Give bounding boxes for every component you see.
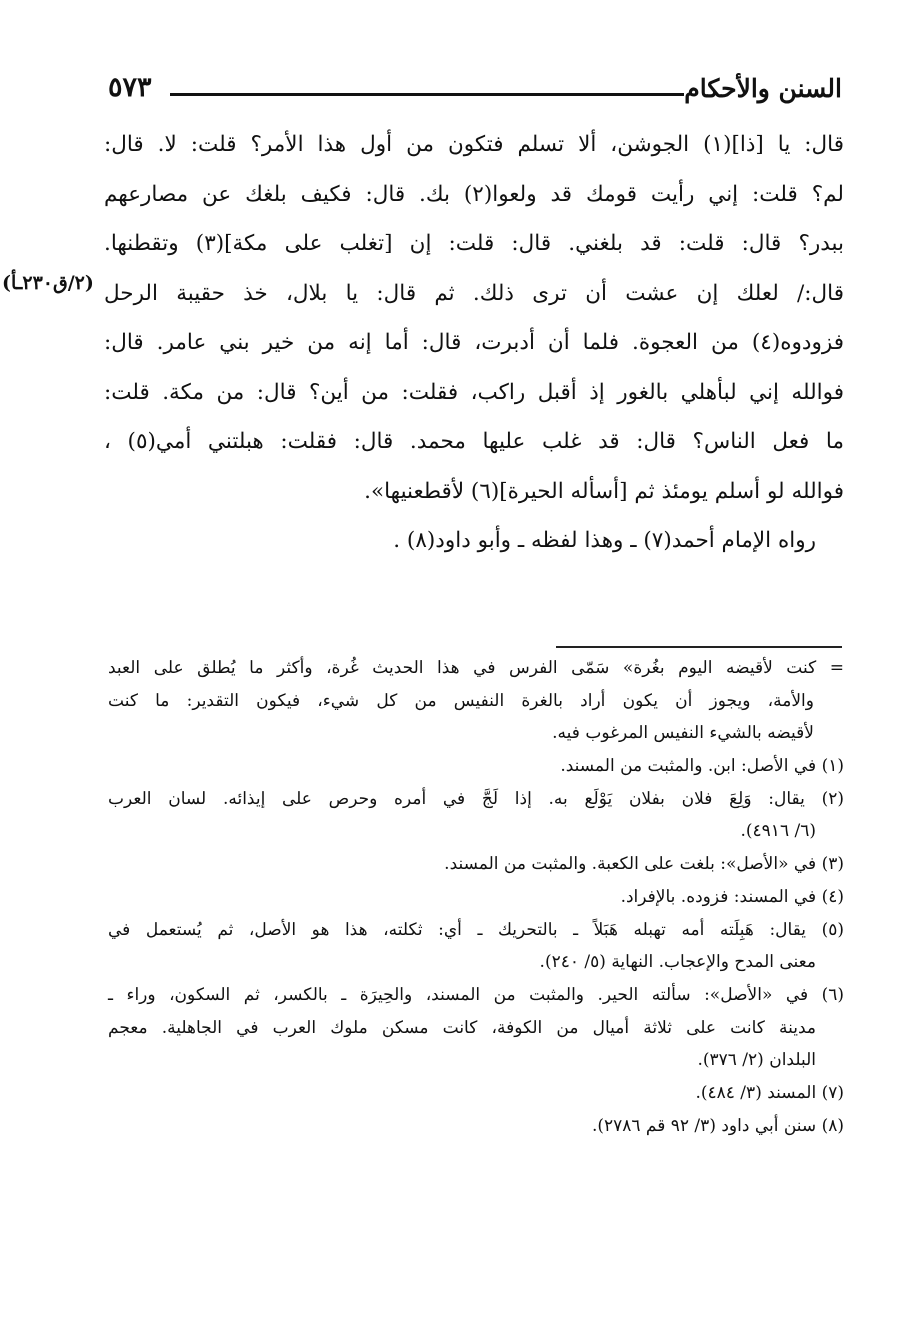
footnotes: [108, 652, 844, 1142]
manuscript-folio-note: (٢/ق٢٣٠ـأ): [2, 272, 94, 294]
text-line: ما فعل الناس؟ قال: قد غلب عليها محمد. قال: فقلت: هبلتني أمي(٥) ،: [104, 429, 844, 454]
text-line: فزودوه(٤) من العجوة. فلما أن أدبرت، قال: أما إنه من خير بني عامر. قال:: [104, 330, 844, 355]
footnote-line: والأمة، ويجوز أن يكون أراد بالغرة النفيس من كل شيء، فيكون التقدير: ما كنت: [108, 690, 814, 711]
text-line: قال:/ لعلك إن عشت أن ترى ذلك. ثم قال: يا بلال، خذ حقيبة الرحل: [104, 280, 844, 306]
footnote-line: مدينة كانت على ثلاثة أميال من الكوفة، كانت مسكن ملوك العرب في الجاهلية. معجم: [108, 1017, 816, 1038]
footnote-line: (١) في الأصل: ابن. والمثبت من المسند.: [560, 756, 844, 777]
footnote-line: (٢) يقال: وَلِعَ فلان بفلان يَوْلَع به. إذا لَجَّ في أمره وحرص على إيذائه. لسان العرب: [108, 788, 844, 809]
attribution-line: رواه الإمام أحمد(٧) ـ وهذا لفظه ـ وأبو داود(٨) .: [393, 528, 816, 553]
footnote-line: (٤) في المسند: فزوده. بالإفراد.: [620, 886, 844, 907]
footnote-line: = كنت لأقيضه اليوم بغُرة» سَمّى الفرس في هذا الحديث غُرة، وأكثر ما يُطلق على العبد: [108, 658, 844, 678]
header-rule: [170, 93, 684, 96]
footnote-line: معنى المدح والإعجاب. النهاية (٥/ ٢٤٠).: [539, 952, 816, 973]
page-header: [108, 74, 842, 118]
page-number: ٥٧٣: [108, 72, 152, 103]
footnote-line: (٣) في «الأصل»: بلغت على الكعبة. والمثبت من المسند.: [444, 854, 844, 875]
text-line: فوالله إني لبأهلي بالغور إذ أقبل راكب، فقلت: من أين؟ قال: من مكة. قلت:: [104, 379, 844, 405]
footnote-line: (٥) يقال: هَبِلَته أمه تهبله هَبَلاً ـ بالتحريك ـ أي: ثكلته، هذا هو الأصل، ثم يُستعمل في: [108, 919, 844, 940]
book-title: السنن والأحكام: [684, 74, 842, 103]
footnote-line: (٧) المسند (٣/ ٤٨٤).: [695, 1082, 844, 1103]
text-line: ببدر؟ قال: قلت: قد بلغني. قال: قلت: إن [تغلب على مكة](٣) وتقطنها.: [104, 231, 845, 256]
footnote-line: لأقيضه بالشيء النفيس المرغوب فيه.: [552, 723, 814, 744]
footnote-rule: [556, 646, 842, 648]
main-text: [104, 120, 844, 566]
footnote-line: (٦) في «الأصل»: سألته الحير. والمثبت من المسند، والحِيرَة ـ بالكسر، ثم السكون، وراء ـ: [108, 984, 844, 1005]
text-line: قال: يا [ذا](١) الجوشن، ألا تسلم فتكون من أول هذا الأمر؟ قلت: لا. قال:: [104, 132, 845, 157]
footnote-line: (٨) سنن أبي داود (٣/ ٩٢ قم ٢٧٨٦).: [591, 1115, 844, 1136]
footnote-line: (٦/ ٤٩١٦).: [740, 821, 816, 842]
footnote-line: البلدان (٢/ ٣٧٦).: [697, 1050, 816, 1071]
text-line: لم؟ قلت: إني رأيت قومك قد ولعوا(٢) بك. قال: فكيف بلغك عن مصارعهم: [104, 181, 844, 207]
text-line: فوالله لو أسلم يومئذ ثم [أسأله الحيرة](٦) لأقطعنيها».: [364, 478, 844, 504]
